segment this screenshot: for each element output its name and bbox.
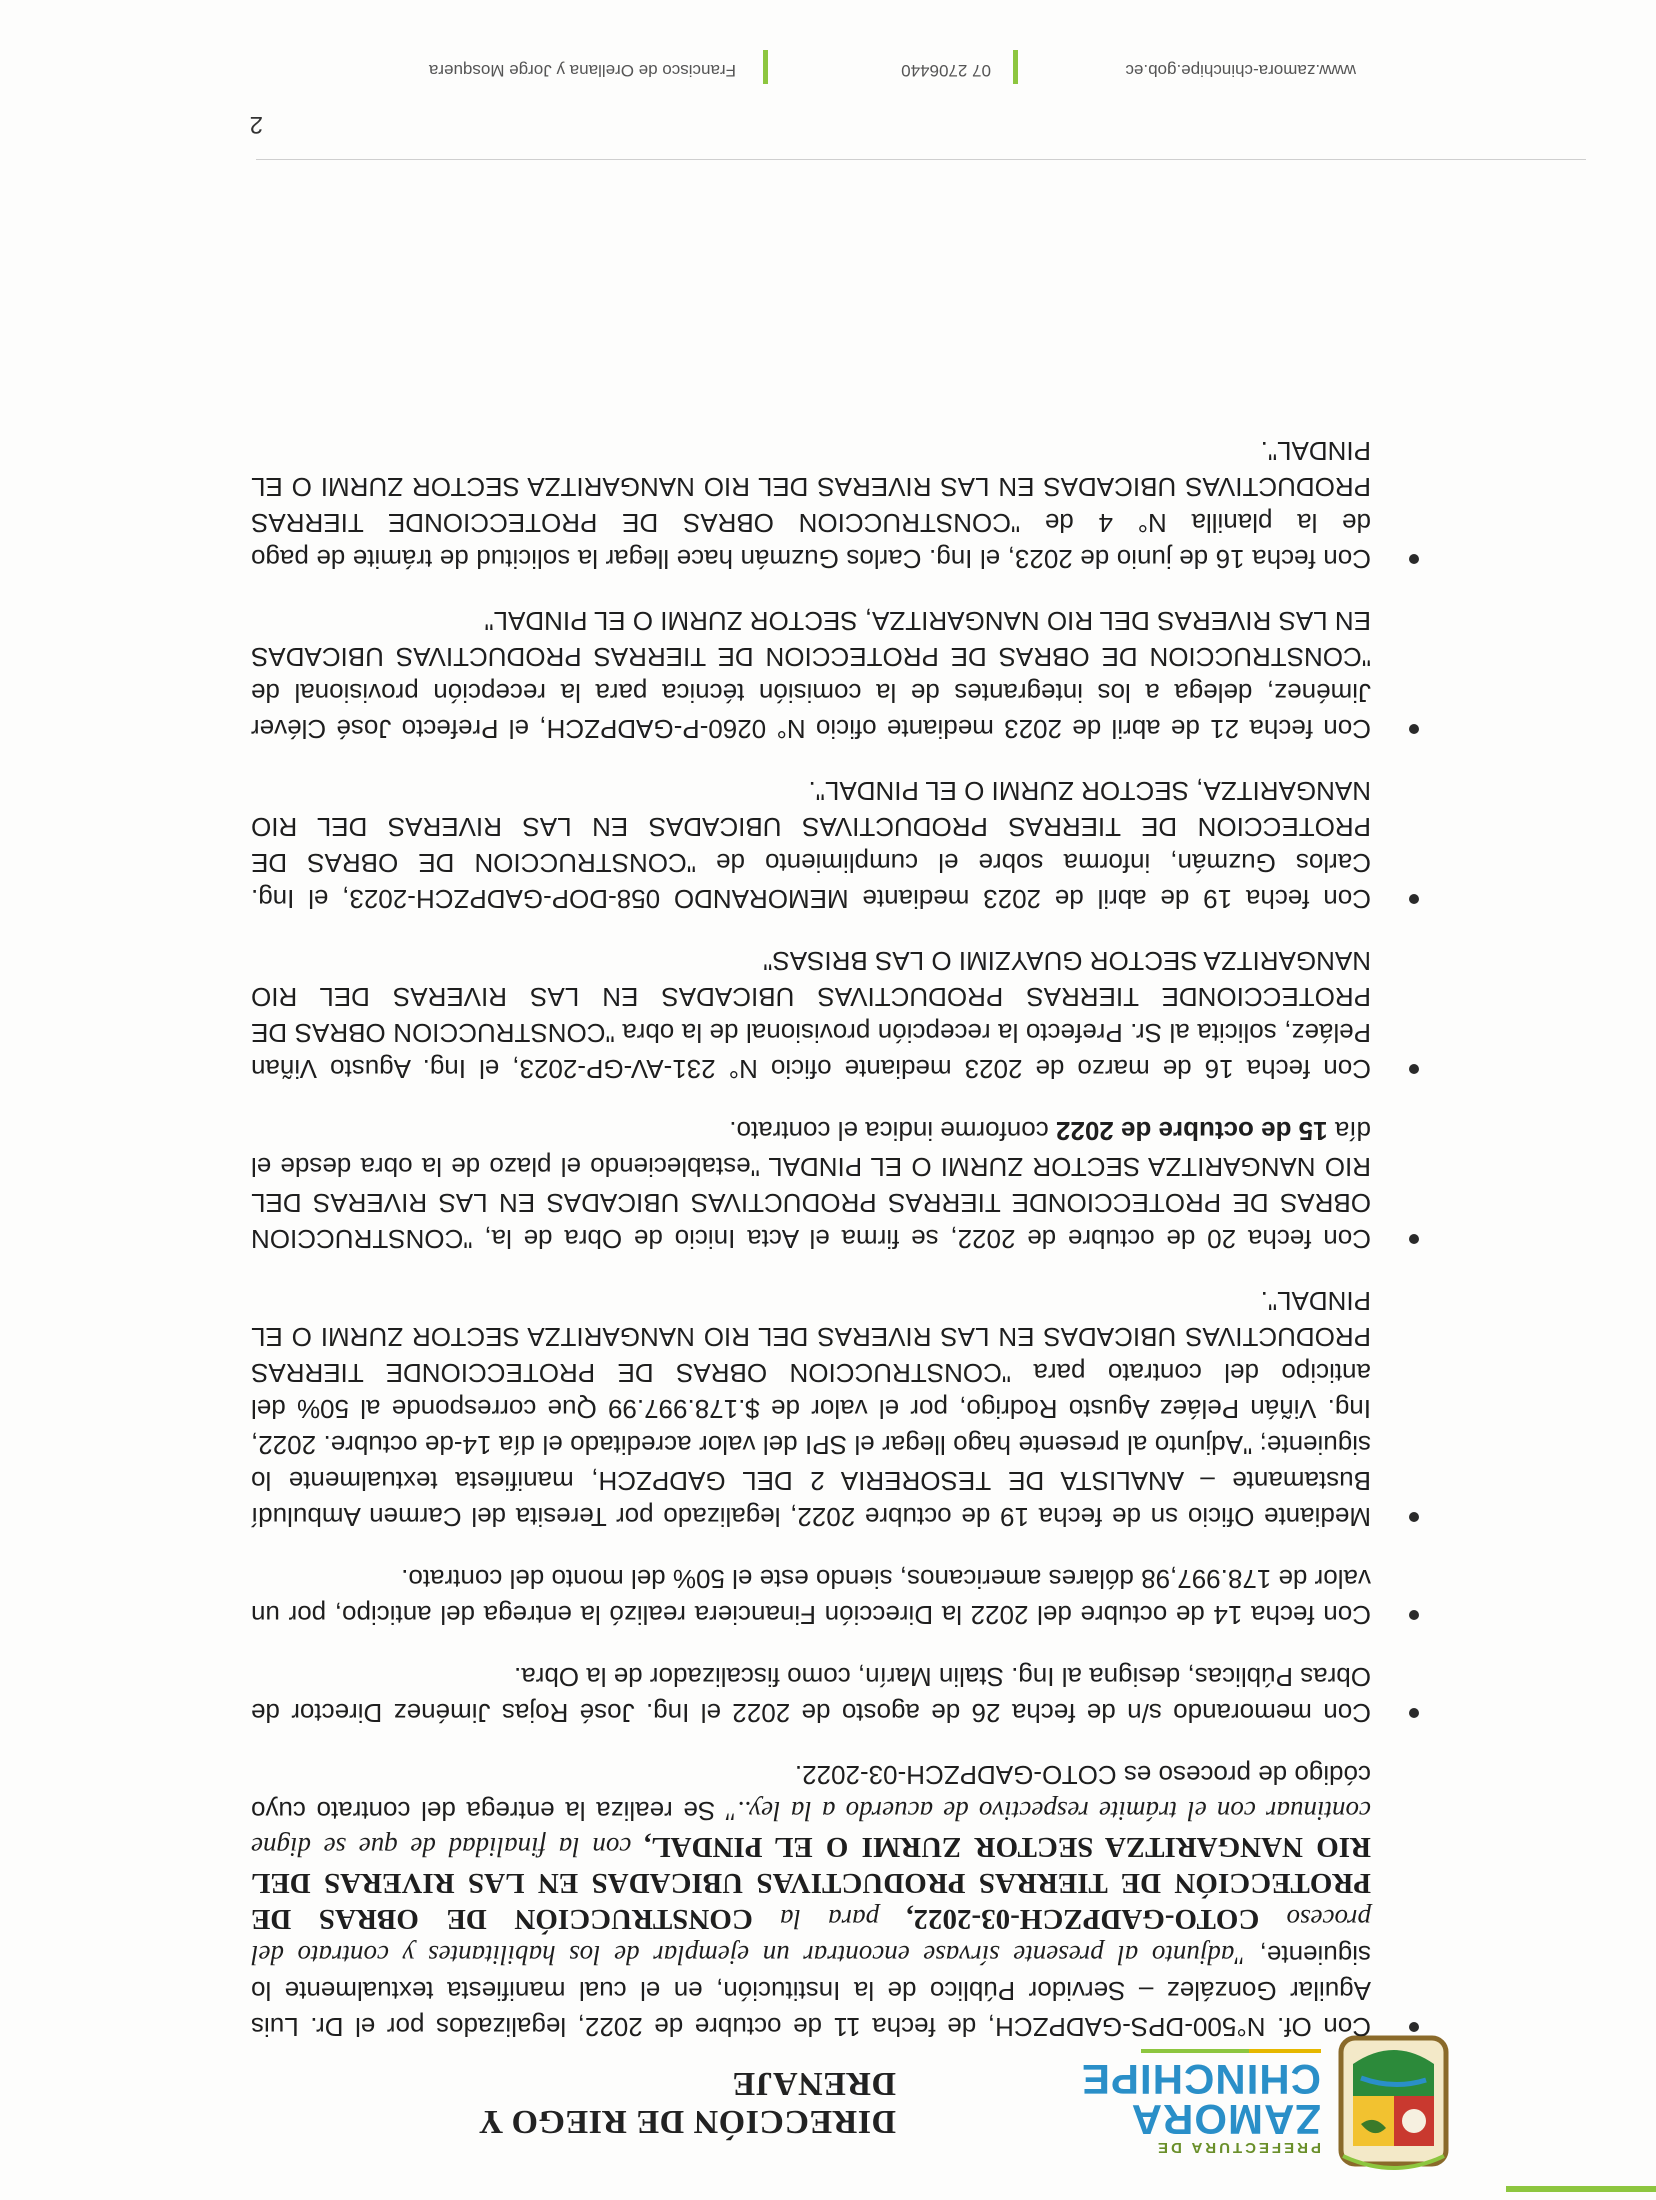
item-quote: "adjunto al presente sírvase encontrar un ejemplar de los habilitantes y contrato del proceso (251, 1904, 1371, 1970)
list-item (251, 433, 1441, 577)
item-text: Con fecha 14 de octubre del 2022 la Dirección Financiera realizó la entrega del anticipo, por un valor de 178.997,98 dólares americanos, siendo este el 50% del monto del contrato. (251, 1564, 1371, 1630)
item-text: Se realiza la entrega del contrato cuyo código de proceso es COTO-GADPZCH-03-2022. (250, 1760, 1371, 1826)
logo-line-2: CHINCHIPE (1080, 2056, 1321, 2103)
item-quote: con la finalidad de que se digne continuar con el trámite respectivo de acuerdo a la ley.." (251, 1796, 1371, 1862)
bullet-icon (1409, 1234, 1419, 1244)
footer-website: www.zamora-chinchipe.gob.ec (1125, 61, 1356, 80)
footer-address: Francisco de Orellana y Jorge Mosquera (428, 61, 736, 80)
item-text: Con Of. N°500-DPS-GADPZCH, de fecha 11 de octubre de 2022, legalizados por el Dr. Luis Aguilar González – Servidor Público de la Institución, en el cual manifiesta textualmente lo siguiente, (251, 1940, 1371, 2042)
list-item (251, 1561, 1441, 1633)
list-item (251, 1659, 1441, 1731)
logo-underline (1141, 2049, 1321, 2053)
header-accent-line (1506, 2186, 1656, 2192)
item-text: Con fecha 21 de abril de 2023 mediante oficio N° 0260-P-GADPZCH, el Prefecto José Cléver Jiménez, delega a los integrantes de la comisión técnica para la recepción provisional de "CONSTRUCCION DE OBRAS DE PROTECCION DE TIERRAS PRODUCTIVAS UBICADAS EN LAS RIVERAS DEL RIO NANGARITZA, SECTOR ZURMI O EL PINDAL" (251, 606, 1371, 744)
item-text: Con fecha 19 de abril de 2023 mediante MEMORANDO 058-DOP-GADPZCH-2023, el Ing. Carlos Guzmán, informa sobre el cumplimiento de "CONSTRUCCION DE OBRAS DE PROTECCION DE TIERRAS PRODUCTIVAS UBICADAS EN LAS RIVERAS DEL RIO NANGARITZA, SECTOR ZURMI O EL PINDAL". (251, 776, 1371, 914)
list-item (251, 1283, 1441, 1535)
bullet-icon (1409, 1064, 1419, 1074)
item-text: Con fecha 16 de marzo de 2023 mediante oficio N° 231-AV-GP-2023, el Ing. Agusto Viñan Peláez, solicita al Sr. Prefecto la recepción provisional de la obra "CONSTRUCCION OBRAS DE PROTECCIONDE TIERRAS PRODUCTIVAS UBICADAS EN LAS RIVERAS DEL RIO NANGARITZA SECTOR GUAYZIMI O LAS BRISAS" (251, 946, 1371, 1084)
bullet-icon (1409, 894, 1419, 904)
item-text: Con memorando s/n de fecha 26 de agosto de 2022 el Ing. José Rojas Jiménez Director de Obras Públicas, designa al Ing. Stalin Marín, como fiscalizador de la Obra. (251, 1662, 1371, 1728)
bullet-icon (1409, 554, 1419, 564)
footer-phone: 07 2706440 (901, 61, 991, 80)
list-item (251, 1113, 1441, 1257)
bullet-icon (1409, 2022, 1419, 2032)
footer (256, 40, 1586, 80)
list-item (251, 603, 1441, 747)
logo-text (1041, 2049, 1321, 2156)
item-text: Mediante Oficio sn de fecha 19 de octubre 2022, legalizado por Teresita del Carmen Ambuludí Bustamante – ANALISTA DE TESORERIA 2 DEL GADPZCH, manifiesta textualmente lo siguiente; "Adjunto al presente hago llegar el SPI del valor acreditado el día 14-de octubre. 2022, Ing. Viñán Peláez Agusto Rodrigo, por el valor de $.178.997.99 Que corresponde al 50% del anticipo del contrato para "CONSTRUCCION OBRAS DE PROTECCIONDE TIERRAS PRODUCTIVAS UBICADAS EN LAS RIVERAS DEL RIO NANGARITZA SECTOR ZURMI O EL PINDAL". (251, 1286, 1371, 1532)
prefecture-logo (1036, 2026, 1456, 2176)
item-text: conforme indica el contrato. (729, 1116, 1056, 1146)
item-text: Con fecha 16 de junio de 2023, el Ing. Carlos Guzmán hace llegar la solicitud de trámite de pago de la planilla N° 4 de "CONSTRUCCION OBRAS DE PROTECCIONDE TIERRAS PRODUCTIVAS UBICADAS EN LAS RIVERAS DEL RIO NANGARITZA SECTOR ZURMI O EL PINDAL". (251, 436, 1371, 574)
item-text: Con fecha 20 de octubre de 2022, se firma el Acta Inicio de Obra de la, "CONSTRUCCION OBRAS DE PROTECCIONDE TIERRAS PRODUCTIVAS UBICADAS EN LAS RIVERAS DEL RIO NANGARITZA SECTOR ZURMI O EL PINDAL "estableciendo el plazo de la obra desde el día (251, 1116, 1371, 1254)
item-quote-code: COTO-GADPZCH-03-2022, (906, 1903, 1260, 1935)
logo-small-text: PREFECTURA DE (1155, 2139, 1321, 2156)
coat-of-arms-icon (1331, 2026, 1456, 2176)
document-body (251, 407, 1441, 2045)
item-quote-title: CONSTRUCCIÓN DE OBRAS DE PROTECCIÓN DE TIERRAS PRODUCTIVAS UBICADAS EN LAS RIVERAS DEL RIO NANGARITZA SECTOR ZURMI O EL PINDAL, (251, 1831, 1371, 1935)
list-item (251, 1757, 1441, 2045)
list-item (251, 943, 1441, 1087)
bullet-icon (1409, 1512, 1419, 1522)
list-item (251, 773, 1441, 917)
bullet-icon (1409, 724, 1419, 734)
footer-separator (1013, 50, 1018, 84)
item-bold-date: 15 de octubre de 2022 (1055, 1116, 1328, 1146)
logo-line-1: ZAMORA (1130, 2096, 1321, 2143)
page-number: 2 (249, 111, 263, 138)
item-quote: para la (752, 1904, 907, 1934)
department-title: DIRECCIÓN DE RIEGO Y DRENAJE (479, 2065, 896, 2140)
bullet-icon (1409, 1610, 1419, 1620)
footer-separator (763, 50, 768, 84)
bullet-icon (1409, 1708, 1419, 1718)
footer-divider (256, 159, 1586, 160)
